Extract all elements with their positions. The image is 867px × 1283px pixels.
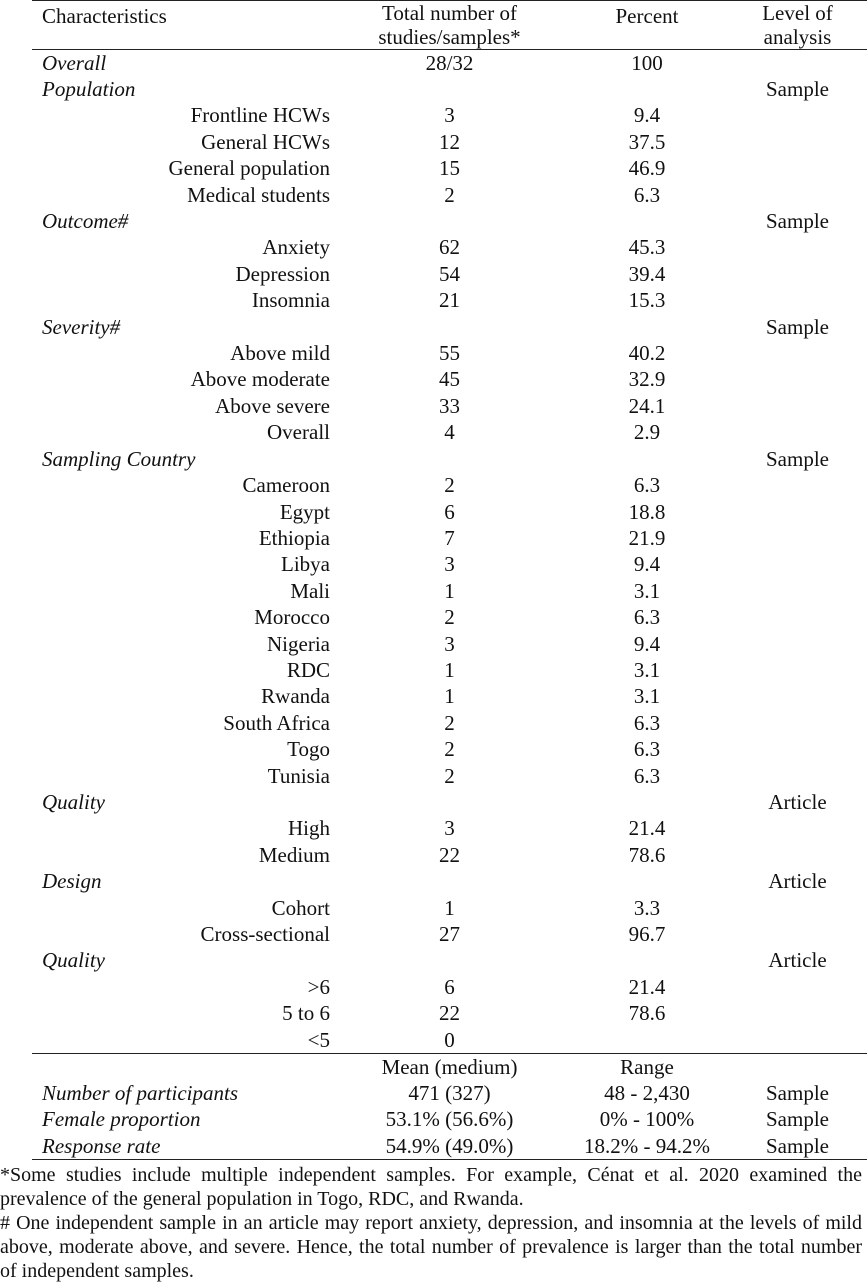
- table-row: [32, 604, 867, 630]
- section-level: Sample: [766, 314, 829, 339]
- item-percent: 3.1: [633, 657, 661, 682]
- stats-row: [32, 1080, 867, 1106]
- table-row: [32, 1000, 867, 1026]
- section-label: Population: [42, 77, 136, 101]
- header-percent: Percent: [615, 4, 679, 28]
- item-total: 21: [439, 288, 460, 313]
- overall-row: [32, 50, 867, 77]
- item-percent: 3.1: [633, 578, 661, 603]
- item-level: [727, 631, 867, 657]
- table-row: [32, 815, 867, 841]
- item-label: 5 to 6: [282, 1001, 330, 1026]
- overall-total: 28/32: [425, 51, 474, 75]
- item-percent: 96.7: [628, 922, 666, 946]
- section-row: [32, 76, 867, 102]
- item-total: 1: [444, 895, 455, 920]
- item-percent: 78.6: [628, 842, 666, 867]
- table-row: [32, 419, 867, 445]
- footnotes: [0, 1163, 862, 1283]
- item-percent: [567, 1027, 727, 1054]
- item-percent: 15.3: [628, 288, 666, 313]
- item-total: 3: [444, 552, 455, 577]
- item-label: Cameroon: [242, 473, 330, 498]
- item-label: Mali: [290, 578, 330, 603]
- item-percent: 9.4: [633, 552, 661, 577]
- section-level: Sample: [766, 446, 829, 471]
- item-label: Medical students: [187, 182, 330, 207]
- item-label: Libya: [281, 552, 330, 577]
- item-level: [727, 1000, 867, 1026]
- header-total: Total number of studies/samples*: [378, 1, 521, 49]
- stats-header-range: Range: [620, 1055, 674, 1080]
- table-row: [32, 631, 867, 657]
- item-label: Togo: [287, 737, 330, 762]
- section-label: Outcome#: [42, 209, 129, 234]
- item-label: RDC: [286, 657, 330, 682]
- footnote-outcome: # One independent sample in an article may report anxiety, depression, and insomnia at the levels of mild above, moderate above, and severe. Hence, the total number of prevalence is larger than the total number of independent samples.: [0, 1212, 862, 1282]
- item-level: [727, 895, 867, 921]
- item-label: Cohort: [271, 895, 330, 920]
- item-label: Above severe: [215, 393, 330, 418]
- item-total: 1: [444, 578, 455, 603]
- item-level: [727, 604, 867, 630]
- table-row: [32, 129, 867, 155]
- stats-mean: 54.9% (49.0%): [332, 1133, 567, 1160]
- table-header: [32, 1, 867, 50]
- section-total: [332, 947, 567, 973]
- item-percent: 46.9: [628, 156, 666, 181]
- item-level: [727, 340, 867, 366]
- item-level: [727, 842, 867, 868]
- item-level: [727, 155, 867, 181]
- item-label: Above mild: [230, 341, 330, 366]
- item-total: 6: [444, 974, 455, 999]
- item-level: [727, 763, 867, 789]
- item-percent: 18.8: [628, 499, 666, 524]
- section-percent: [567, 446, 727, 472]
- stats-row: [32, 1133, 867, 1160]
- stats-level: Sample: [766, 1107, 829, 1132]
- table-row: [32, 499, 867, 525]
- item-level: [727, 657, 867, 683]
- stats-label: Number of participants: [42, 1081, 239, 1106]
- item-percent: 24.1: [628, 393, 666, 418]
- item-percent: 2.9: [633, 420, 661, 445]
- item-level: [727, 366, 867, 392]
- table-row: [32, 551, 867, 577]
- section-total: [332, 446, 567, 472]
- section-total: [332, 76, 567, 102]
- section-level: Sample: [766, 209, 829, 234]
- section-percent: [567, 789, 727, 815]
- item-total: 3: [444, 816, 455, 841]
- section-percent: [567, 868, 727, 894]
- item-total: 27: [439, 922, 460, 946]
- item-level: [727, 499, 867, 525]
- item-label: Insomnia: [251, 288, 330, 313]
- section-row: [32, 947, 867, 973]
- item-total: 15: [439, 156, 460, 181]
- item-label: Anxiety: [262, 235, 330, 260]
- section-row: [32, 446, 867, 472]
- section-row: [32, 208, 867, 234]
- item-label: Frontline HCWs: [190, 103, 330, 128]
- item-total: 3: [444, 103, 455, 128]
- section-level: Article: [768, 789, 827, 814]
- item-percent: 3.3: [633, 895, 661, 920]
- section-label: Quality: [42, 948, 105, 973]
- characteristics-table: [32, 0, 867, 1160]
- item-total: 22: [439, 1001, 460, 1026]
- table-row: [32, 340, 867, 366]
- item-total: 55: [439, 341, 460, 366]
- item-percent: 21.4: [628, 974, 666, 999]
- table-row: [32, 155, 867, 181]
- item-label: Cross-sectional: [200, 922, 330, 946]
- section-label: Sampling Country: [42, 446, 196, 471]
- section-percent: [567, 208, 727, 234]
- stats-range: 0% - 100%: [599, 1107, 695, 1132]
- stats-header-mean: Mean (medium): [381, 1055, 518, 1080]
- item-label: South Africa: [223, 710, 330, 735]
- item-total: 2: [444, 763, 455, 788]
- item-label: General HCWs: [201, 129, 330, 154]
- item-label: Nigeria: [267, 631, 330, 656]
- item-label: >6: [307, 974, 330, 999]
- section-level: Article: [768, 948, 827, 973]
- item-label: Morocco: [254, 605, 330, 630]
- section-row: [32, 868, 867, 894]
- table-row: [32, 578, 867, 604]
- section-total: [332, 314, 567, 340]
- item-percent: 6.3: [633, 710, 661, 735]
- item-level: [727, 525, 867, 551]
- item-percent: 6.3: [633, 182, 661, 207]
- section-level: Article: [768, 869, 827, 894]
- item-total: 2: [444, 737, 455, 762]
- section-label: Severity#: [42, 314, 121, 339]
- section-level: Sample: [766, 77, 829, 101]
- item-label: Egypt: [279, 499, 330, 524]
- item-percent: 78.6: [628, 1001, 666, 1026]
- table-row: [32, 657, 867, 683]
- item-level: [727, 234, 867, 260]
- item-label: Tunisia: [267, 763, 330, 788]
- item-percent: 45.3: [628, 235, 666, 260]
- stats-row: [32, 1106, 867, 1132]
- item-percent: 6.3: [633, 737, 661, 762]
- table-row: [32, 1027, 867, 1054]
- stats-level: Sample: [727, 1133, 867, 1160]
- table-row: [32, 525, 867, 551]
- stats-label: Female proportion: [42, 1107, 201, 1132]
- table-row: [32, 182, 867, 208]
- table-row: [32, 736, 867, 762]
- item-label: Rwanda: [261, 684, 330, 709]
- item-total: 4: [444, 420, 455, 445]
- item-label: General population: [168, 156, 330, 181]
- stats-header-blank: [727, 1054, 867, 1080]
- table-row: [32, 102, 867, 128]
- item-level: [727, 578, 867, 604]
- item-level: [727, 921, 867, 947]
- item-percent: 39.4: [628, 261, 666, 286]
- stats-level: Sample: [766, 1081, 829, 1106]
- item-total: 54: [439, 261, 460, 286]
- section-percent: [567, 947, 727, 973]
- item-total: 62: [439, 235, 460, 260]
- table-row: [32, 895, 867, 921]
- table-row: [32, 366, 867, 392]
- item-percent: 6.3: [633, 605, 661, 630]
- stats-header-row: [32, 1054, 867, 1080]
- item-total: 1: [444, 684, 455, 709]
- section-label: Design: [42, 869, 102, 894]
- item-total: 22: [439, 842, 460, 867]
- item-percent: 9.4: [633, 631, 661, 656]
- section-total: [332, 789, 567, 815]
- table-row: [32, 710, 867, 736]
- stats-range: 18.2% - 94.2%: [567, 1133, 727, 1160]
- table-row: [32, 921, 867, 947]
- item-level: [727, 419, 867, 445]
- item-percent: 9.4: [633, 103, 661, 128]
- item-level: [727, 182, 867, 208]
- item-label: Above moderate: [190, 367, 330, 392]
- header-level: Level of analysis: [762, 1, 833, 49]
- item-level: [727, 1027, 867, 1054]
- table-row: [32, 234, 867, 260]
- item-total: 0: [444, 1027, 455, 1052]
- item-label: Medium: [258, 842, 330, 867]
- item-total: 12: [439, 129, 460, 154]
- item-percent: 3.1: [633, 684, 661, 709]
- table-body: [32, 50, 867, 1160]
- item-label: <5: [307, 1027, 330, 1052]
- section-label: Quality: [42, 789, 105, 814]
- item-total: 3: [444, 631, 455, 656]
- stats-range: 48 - 2,430: [604, 1081, 690, 1106]
- item-label: Depression: [235, 261, 330, 286]
- item-total: 2: [444, 605, 455, 630]
- item-total: 2: [444, 710, 455, 735]
- item-level: [727, 974, 867, 1000]
- item-total: 7: [444, 525, 455, 550]
- table-row: [32, 763, 867, 789]
- stats-mean: 471 (327): [408, 1081, 491, 1106]
- item-level: [727, 393, 867, 419]
- item-level: [727, 287, 867, 313]
- section-percent: [567, 76, 727, 102]
- item-level: [727, 472, 867, 498]
- item-level: [727, 710, 867, 736]
- item-percent: 21.9: [628, 525, 666, 550]
- item-percent: 6.3: [633, 473, 661, 498]
- section-total: [332, 868, 567, 894]
- item-total: 33: [439, 393, 460, 418]
- footnote-samples: *Some studies include multiple independent samples. For example, Cénat et al. 2020 examined the prevalence of the general population in Togo, RDC, and Rwanda.: [0, 1164, 862, 1210]
- item-level: [727, 815, 867, 841]
- stats-header-blank: [32, 1054, 332, 1080]
- overall-level: [727, 50, 867, 77]
- item-level: [727, 102, 867, 128]
- item-total: 6: [444, 499, 455, 524]
- item-percent: 32.9: [628, 367, 666, 392]
- item-total: 45: [439, 367, 460, 392]
- item-level: [727, 736, 867, 762]
- overall-percent: 100: [631, 51, 663, 75]
- table-row: [32, 287, 867, 313]
- item-level: [727, 129, 867, 155]
- item-total: 1: [444, 657, 455, 682]
- item-level: [727, 683, 867, 709]
- stats-label: Response rate: [32, 1133, 332, 1160]
- table-row: [32, 974, 867, 1000]
- item-level: [727, 261, 867, 287]
- item-label: Overall: [267, 420, 330, 445]
- overall-label: Overall: [42, 51, 107, 75]
- item-level: [727, 551, 867, 577]
- stats-mean: 53.1% (56.6%): [385, 1107, 514, 1132]
- item-percent: 6.3: [633, 763, 661, 788]
- table-row: [32, 842, 867, 868]
- table-row: [32, 261, 867, 287]
- header-characteristics: Characteristics: [42, 4, 167, 28]
- item-total: 2: [444, 182, 455, 207]
- section-row: [32, 789, 867, 815]
- table-row: [32, 472, 867, 498]
- item-label: High: [288, 816, 330, 841]
- item-total: 2: [444, 473, 455, 498]
- table-row: [32, 683, 867, 709]
- table-row: [32, 393, 867, 419]
- section-percent: [567, 314, 727, 340]
- item-percent: 21.4: [628, 816, 666, 841]
- item-percent: 40.2: [628, 341, 666, 366]
- section-row: [32, 314, 867, 340]
- item-label: Ethiopia: [258, 525, 330, 550]
- item-percent: 37.5: [628, 129, 666, 154]
- section-total: [332, 208, 567, 234]
